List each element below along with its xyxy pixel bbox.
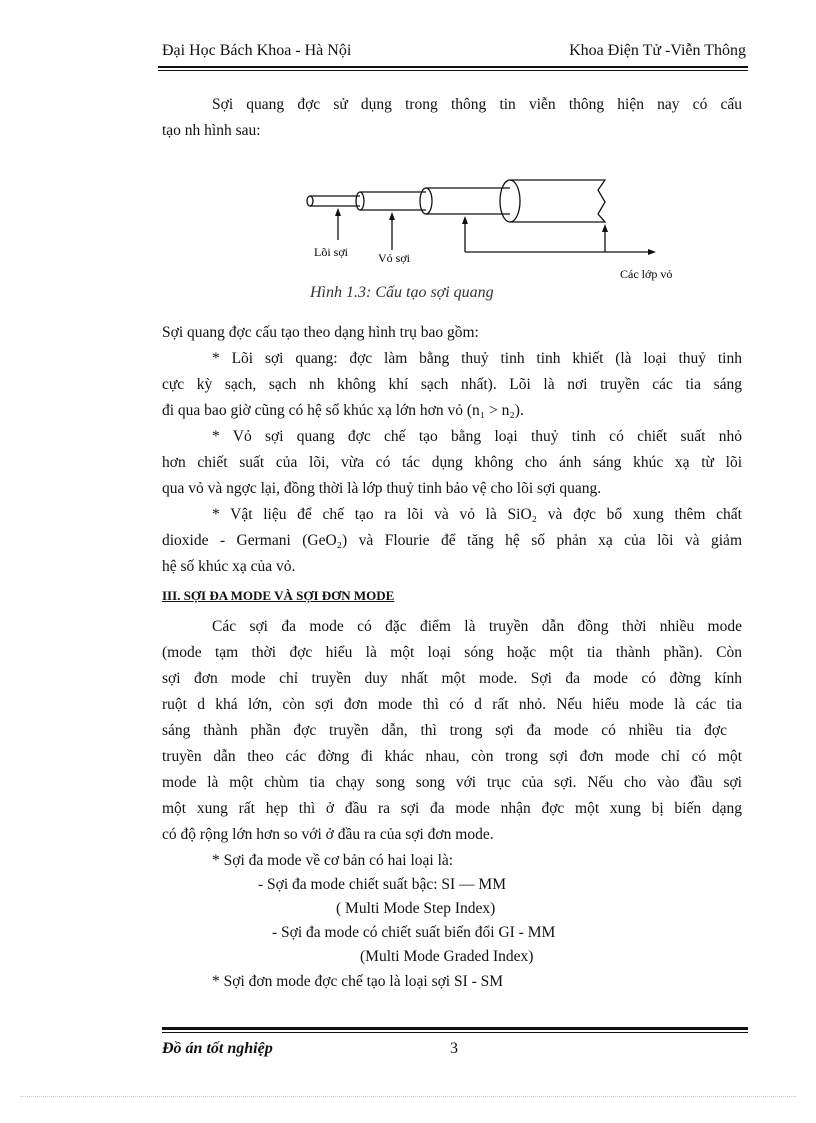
type-2: - Sợi đa mode có chiết suất biến đổi GI - MM [272,924,556,941]
body1-line-10: hệ số khúc xạ của vỏ. [162,558,296,575]
body2-line-1: Các sợi đa mode có đặc điểm là truyền dẫn đồng thời nhiều mode [212,618,742,635]
body1-line-1: Sợi quang đợc cấu tạo theo dạng hình trụ bao gồm: [162,324,479,341]
intro-line-1: Sợi quang đợc sử dụng trong thông tin viễn thông hiện nay có cấu [212,96,742,113]
body2-line-5: sáng thành phần đợc truyền dẫn, thì trong sợi đa mode có nhiều tia đợc [162,722,727,739]
figure-caption: Hình 1.3: Cấu tạo sợi quang [310,284,494,301]
header-faculty: Khoa Điện Tử -Viễn Thông [569,42,746,59]
section-heading: III. SỢI ĐA MODE VÀ SỢI ĐƠN MODE [162,588,395,603]
header-university: Đại Học Bách Khoa - Hà Nội [162,42,352,59]
body2-line-3: sợi đơn mode chỉ truyền duy nhất một mode. Sợi đa mode có đờng kính [162,670,742,687]
body2-line-9: có độ rộng lớn hơn so với ở đầu ra của sợi đơn mode. [162,826,494,843]
fiber-structure-figure [300,170,700,285]
type-2-desc: (Multi Mode Graded Index) [360,948,534,965]
page-number: 3 [450,1040,458,1057]
body1-line-2: * Lõi sợi quang: đợc làm bằng thuỷ tinh tinh khiết (là loại thuỷ tinh [212,350,742,367]
intro-line-2: tạo nh hình sau: [162,122,261,139]
body2-line-4: ruột d khá lớn, còn sợi đơn mode thì có d rất nhỏ. Nếu hiểu mode là các tia [162,696,742,713]
footer-title: Đồ án tốt nghiệp [162,1040,273,1057]
footer-rule-thin [162,1032,748,1033]
page-edge-divider [20,1096,796,1097]
body1-line-5: * Vỏ sợi quang đợc chế tạo bằng loại thuỷ tinh có chiết suất nhỏ [212,428,742,445]
header-rule-thin [158,70,748,71]
body1-line-7: qua vỏ và ngợc lại, đồng thời là lớp thuỷ tinh bảo vệ cho lõi sợi quang. [162,480,602,497]
layers-label: Các lớp vỏ [620,267,673,281]
cladding-label: Vỏ sợi [378,251,411,265]
type-1: - Sợi đa mode chiết suất bậc: SI — MM [258,876,506,893]
body1-line-3: cực kỳ sạch, sạch nh không khí sạch nhất). Lõi là nơi truyền các tia sáng [162,376,742,393]
body1-line-8: * Vật liệu để chế tạo ra lõi và vỏ là SiO₂ và đợc bổ xung thêm chất [212,506,742,523]
footer-rule [162,1027,748,1030]
body2-line-7: mode là một chùm tia chạy song song với trục của sợi. Nếu cho vào đầu sợi [162,774,742,791]
type-1-desc: ( Multi Mode Step Index) [336,900,496,917]
types-intro: * Sợi đa mode về cơ bản có hai loại là: [212,852,454,869]
body1-line-9: dioxide - Germani (GeO₂) và Flourie để tăng hệ số phản xạ của lõi và giảm [162,532,742,549]
core-label: Lõi sợi [314,245,349,259]
body2-line-8: một xung rất hẹp thì ở đầu ra sợi đa mode nhận đợc một xung bị biến dạng [162,800,742,817]
header-rule [158,66,748,68]
type-3: * Sợi đơn mode đợc chế tạo là loại sợi SI - SM [212,973,504,990]
body2-line-2: (mode tạm thời đợc hiểu là một loại sóng hoặc một tia thành phần). Còn [162,644,742,661]
body1-line-6: hơn chiết suất của lõi, vừa có tác dụng không cho ánh sáng khúc xạ từ lõi [162,454,742,471]
body2-line-6: truyền dẫn theo các đờng đi khác nhau, còn trong sợi đơn mode chỉ có một [162,748,742,765]
body1-line-4: đi qua bao giờ cũng có hệ số khúc xạ lớn hơn vỏ (n₁ > n₂). [162,402,524,419]
page-header [162,42,746,66]
